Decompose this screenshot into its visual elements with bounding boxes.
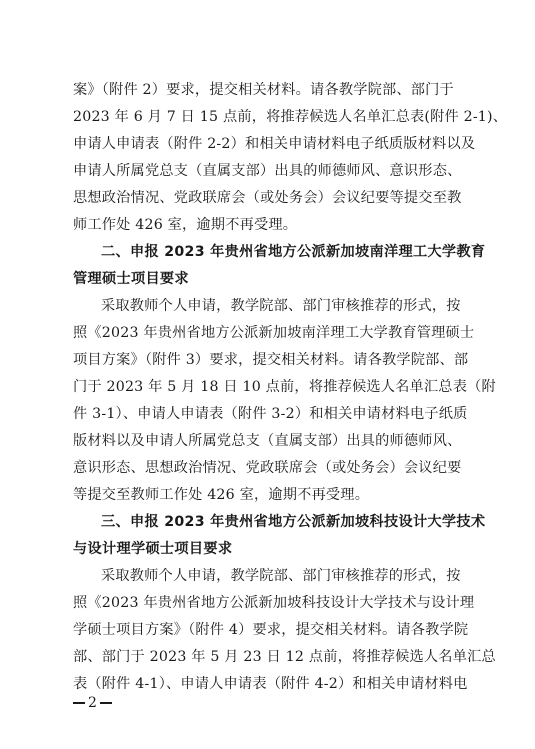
- body-line-23: 表（附件 4-1）、申请人申请表（附件 4-2）和相关申请材料电: [73, 676, 468, 692]
- body-line-2: 2023 年 6 月 7 日 15 点前，将推荐候选人名单汇总表(附件 2-1)、: [73, 109, 508, 125]
- body-line-1: 案》（附件 2）要求，提交相关材料。请各教学院部、部门于: [73, 82, 454, 98]
- body-line-13: 件 3-1）、申请人申请表（附件 3-2）和相关申请材料电子纸质: [73, 406, 468, 422]
- body-line-20: 照《2023 年贵州省地方公派新加坡科技设计大学技术与设计理: [73, 595, 475, 611]
- page-number: 2: [88, 695, 97, 711]
- body-line-11: 项目方案》（附件 3）要求，提交相关材料。请各教学院部、部: [73, 352, 469, 368]
- page-footer: [70, 694, 115, 712]
- body-line-4: 申请人所属党总支（直属支部）出具的师德师风、意识形态、: [73, 163, 462, 179]
- body-line-5: 思想政治情况、党政联席会（或处务会）会议纪要等提交至教: [73, 190, 462, 206]
- footer-dash-right: [100, 702, 112, 704]
- body-line-19: 采取教师个人申请，教学院部、部门审核推荐的形式，按: [101, 568, 461, 584]
- body-line-15: 意识形态、思想政治情况、党政联席会（或处务会）会议纪要: [73, 460, 462, 476]
- body-line-16: 等提交至教师工作处 426 室，逾期不再受理。: [73, 487, 370, 503]
- body-line-21: 学硕士项目方案》（附件 4）要求，提交相关材料。请各教学院: [73, 622, 469, 638]
- body-line-10: 照《2023 年贵州省地方公派新加坡南洋理工大学教育管理硕士: [73, 325, 475, 341]
- body-line-22: 部、部门于 2023 年 5 月 23 日 12 点前，将推荐候选人名单汇总: [73, 649, 496, 665]
- section-heading-3: 三、申报 2023 年贵州省地方公派新加坡科技设计大学技术: [101, 514, 486, 530]
- section-heading-2: 二、申报 2023 年贵州省地方公派新加坡南洋理工大学教育: [101, 244, 486, 260]
- body-line-12: 门于 2023 年 5 月 18 日 10 点前，将推荐候选人名单汇总表（附: [73, 379, 496, 395]
- body-line-3: 申请人申请表（附件 2-2）和相关申请材料电子纸质版材料以及: [73, 136, 476, 152]
- footer-dash-left: [73, 702, 85, 704]
- body-line-9: 采取教师个人申请，教学院部、部门审核推荐的形式，按: [101, 298, 461, 314]
- section-heading-3-cont: 与设计理学硕士项目要求: [73, 541, 233, 557]
- section-heading-2-cont: 管理硕士项目要求: [73, 271, 189, 287]
- body-line-14: 版材料以及申请人所属党总支（直属支部）出具的师德师风、: [73, 433, 462, 449]
- body-line-6: 师工作处 426 室，逾期不再受理。: [73, 217, 298, 233]
